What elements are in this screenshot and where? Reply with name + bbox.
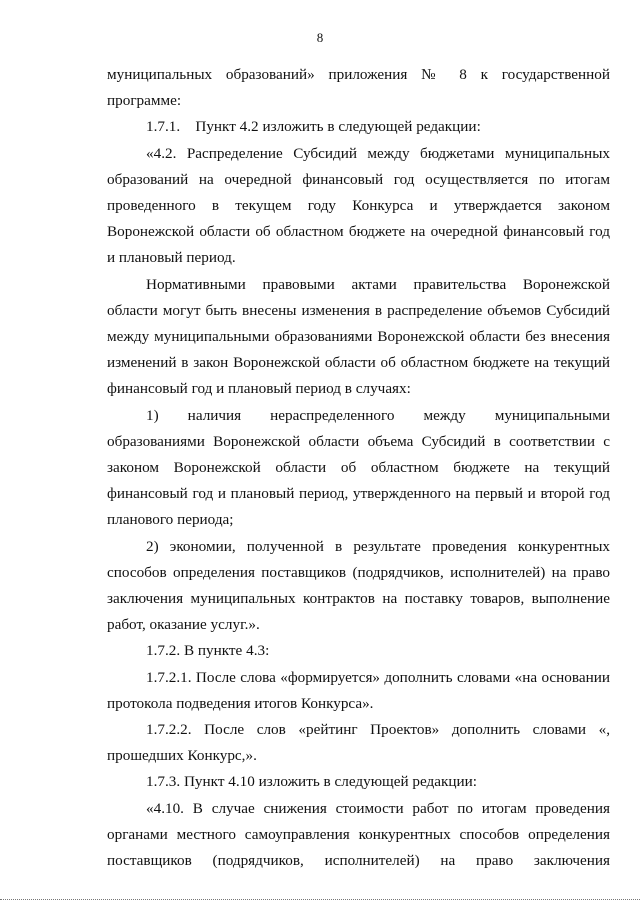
page-number: 8 — [316, 30, 324, 45]
paragraph-item-1-7-2: 1.7.2. В пункте 4.3: — [146, 642, 270, 660]
paragraph-normative-acts: Нормативными правовыми актами правительства Воронежской области могут быть внесены изменения в распределение объемов Субсидий между муниципальными образованиями Воронежской области без внесения изменений в закон Воронежской области об областном бюджете на текущий финансовый год и плановый период в случаях: — [107, 275, 610, 398]
paragraph-item-1-7-2-1: 1.7.2.1. После слова «формируется» дополнить словами «на основании протокола подведения итогов Конкурса». — [107, 668, 610, 712]
paragraph-continuation: муниципальных образований» приложения № 8 к государственной программе: — [107, 66, 610, 110]
paragraph-4-10-price-reduction: «4.10. В случае снижения стоимости работ по итогам проведения органами местного самоуправления конкурентных способов определения поставщиков (подрядчиков, исполнителей) на право заключения — [107, 799, 610, 870]
paragraph-item-1-7-2-2: 1.7.2.2. После слов «рейтинг Проектов» дополнить словами «, прошедших Конкурс,». — [107, 721, 610, 765]
paragraph-item-1-7-3: 1.7.3. Пункт 4.10 изложить в следующей редакции: — [146, 773, 477, 791]
paragraph-4-2-distribution: «4.2. Распределение Субсидий между бюджетами муниципальных образований на очередной финансовый год осуществляется по итогам проведенного в текущем году Конкурса и утверждается законом Воронежской области об областном бюджете на очередной финансовый год и плановый период. — [107, 144, 610, 267]
paragraph-case-1: 1) наличия нераспределенного между муниципальными образованиями Воронежской области объема Субсидий в соответствии с законом Воронежской области об областном бюджете на текущий финансовый год и плановый период, утвержденного на первый и второй год планового периода; — [107, 406, 610, 529]
document-body — [107, 62, 610, 874]
footer-divider — [0, 899, 640, 900]
paragraph-item-1-7-1: 1.7.1. Пункт 4.2 изложить в следующей редакции: — [146, 118, 481, 136]
paragraph-case-2: 2) экономии, полученной в результате проведения конкурентных способов определения поставщиков (подрядчиков, исполнителей) на право заключения муниципальных контрактов на поставку товаров, выполнение работ, оказание услуг.». — [107, 537, 610, 634]
